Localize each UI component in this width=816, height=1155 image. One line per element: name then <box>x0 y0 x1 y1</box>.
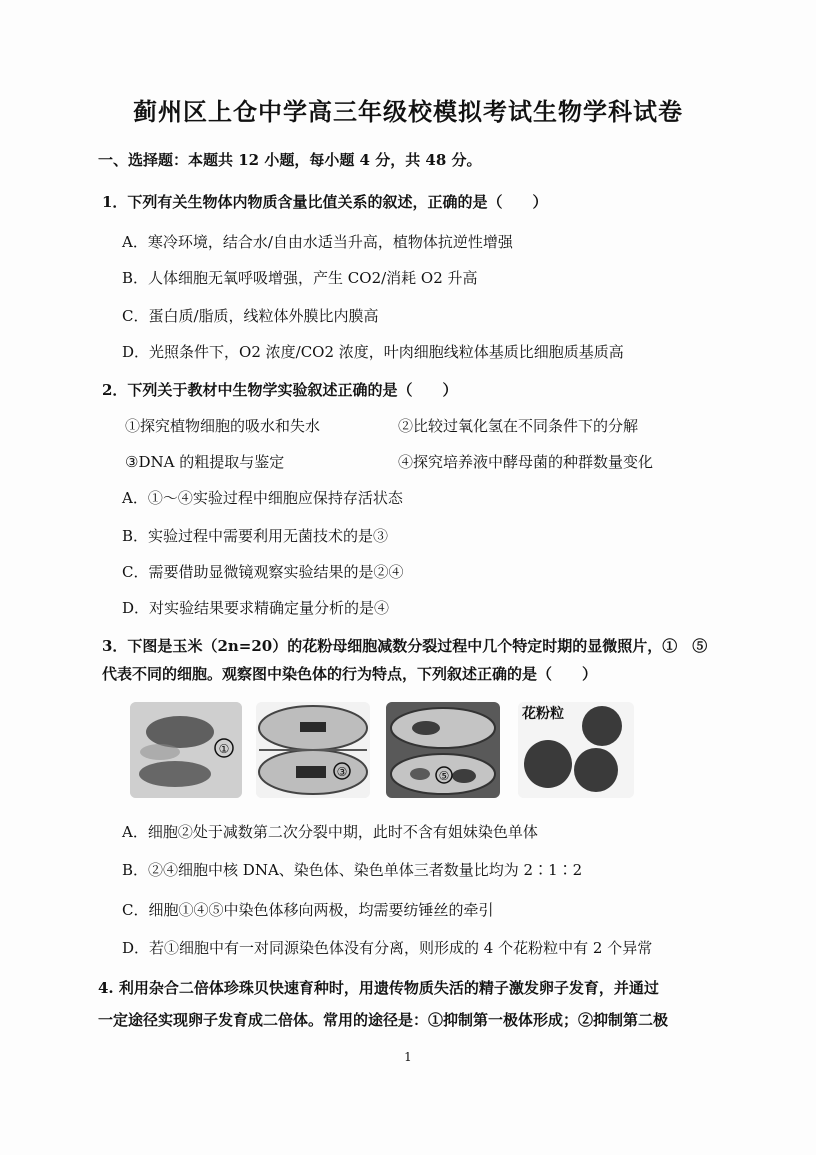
q2-experiment-2: ②比较过氧化氢在不同条件下的分解 <box>398 417 639 435</box>
micrograph-pollen <box>518 702 634 798</box>
q3-stem-line1: 3．下图是玉米（2n=20）的花粉母细胞减数分裂过程中几个特定时期的显微照片，① ⑤ <box>102 637 708 655</box>
micrograph-cell-3 <box>256 702 370 798</box>
q4-line1: 4. 利用杂合二倍体珍珠贝快速育种时，用遗传物质失活的精子激发卵子发育，并通过 <box>98 979 659 997</box>
q3-option-d: D．若①细胞中有一对同源染色体没有分离，则形成的 4 个花粉粒中有 2 个异常 <box>122 939 653 957</box>
q1-stem: 1．下列有关生物体内物质含量比值关系的叙述，正确的是（ ） <box>102 193 548 211</box>
q3-option-a: A．细胞②处于减数第二次分裂中期，此时不含有姐妹染色单体 <box>122 823 538 841</box>
q2-experiment-4: ④探究培养液中酵母菌的种群数量变化 <box>398 453 654 471</box>
q2-option-d: D．对实验结果要求精确定量分析的是④ <box>122 599 390 617</box>
q4-line2: 一定途径实现卵子发育成二倍体。常用的途径是：①抑制第一极体形成；②抑制第二极 <box>98 1011 669 1029</box>
micrograph-cell-5 <box>386 702 500 798</box>
q2-stem: 2．下列关于教材中生物学实验叙述正确的是（ ） <box>102 381 458 399</box>
q1-option-b: B．人体细胞无氧呼吸增强，产生 CO2/消耗 O2 升高 <box>122 269 478 287</box>
q2-option-c: C．需要借助显微镜观察实验结果的是②④ <box>122 563 404 581</box>
q1-option-d: D．光照条件下，O2 浓度/CO2 浓度，叶肉细胞线粒体基质比细胞质基质高 <box>122 343 624 361</box>
q2-experiment-1: ①探究植物细胞的吸水和失水 <box>125 417 321 435</box>
fig-label-pollen: 花粉粒 <box>522 706 564 722</box>
q2-option-a: A．①～④实验过程中细胞应保持存活状态 <box>122 489 403 507</box>
q2-option-b: B．实验过程中需要利用无菌技术的是③ <box>122 527 389 545</box>
exam-title: 蓟州区上仓中学高三年级校模拟考试生物学科试卷 <box>133 98 683 126</box>
micrograph-cell-1 <box>130 702 242 798</box>
q2-experiment-3: ③DNA 的粗提取与鉴定 <box>125 453 285 471</box>
page-number: 1 <box>404 1050 412 1064</box>
q3-option-b: B．②④细胞中核 DNA、染色体、染色单体三者数量比均为 2∶1∶2 <box>122 861 583 879</box>
q3-option-c: C．细胞①④⑤中染色体移向两极，均需要纺锤丝的牵引 <box>122 901 494 919</box>
q1-option-a: A．寒冷环境，结合水/自由水适当升高，植物体抗逆性增强 <box>122 233 513 251</box>
fig-label-3: ③ <box>336 765 348 779</box>
q1-option-c: C．蛋白质/脂质，线粒体外膜比内膜高 <box>122 307 379 325</box>
q3-stem-line2: 代表不同的细胞。观察图中染色体的行为特点，下列叙述正确的是（ ） <box>102 665 598 683</box>
section-heading: 一、选择题：本题共 12 小题，每小题 4 分，共 48 分。 <box>98 151 482 169</box>
fig-label-5: ⑤ <box>438 769 450 783</box>
fig-label-1: ① <box>218 742 230 756</box>
